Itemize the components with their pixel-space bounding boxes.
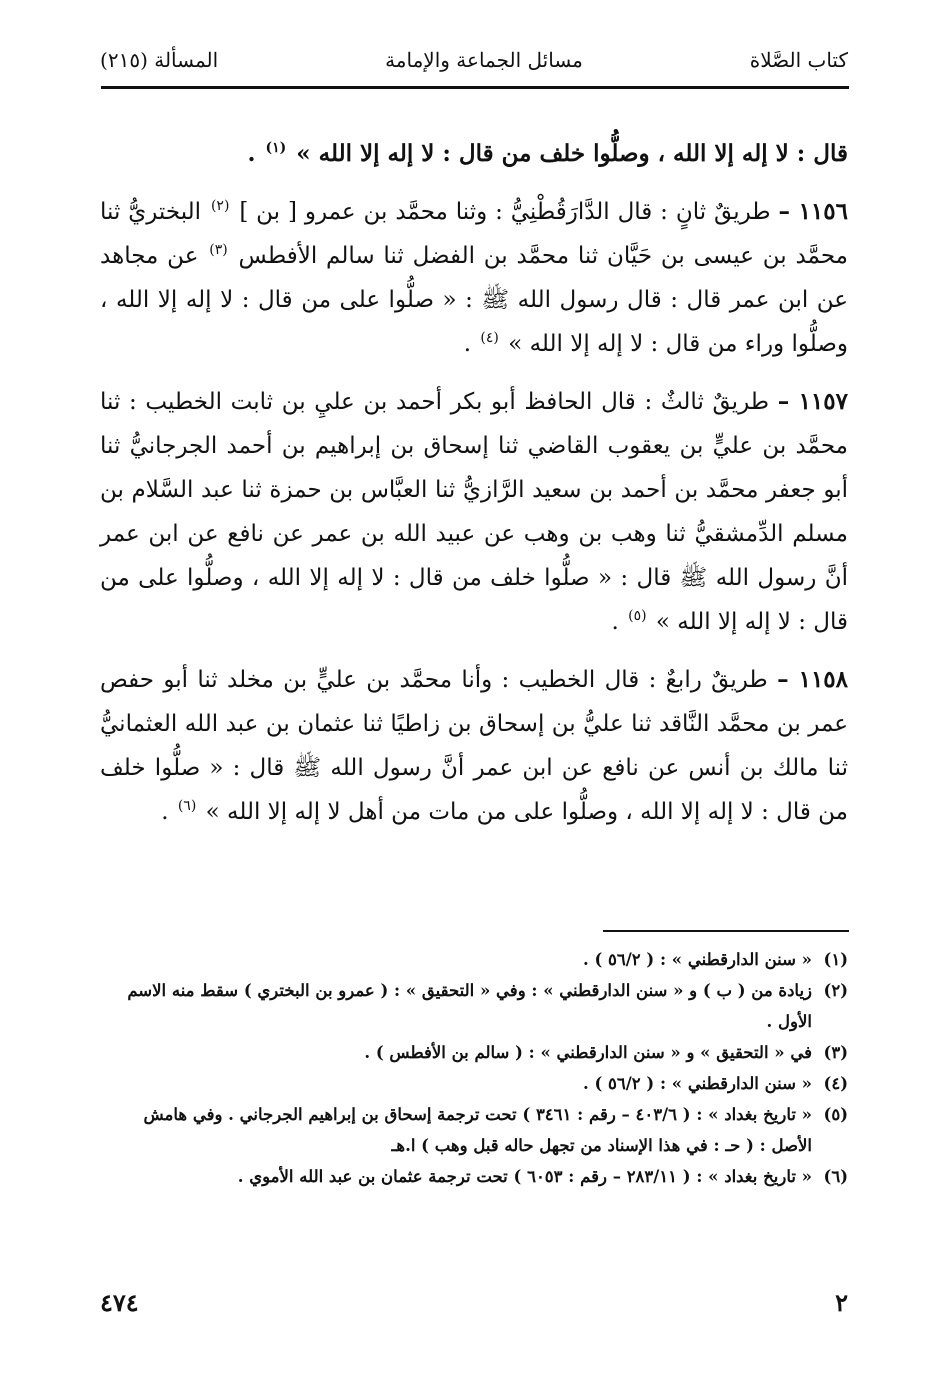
footnotes [100,944,848,1192]
issue-number: المسألة (٢١٥) [100,48,219,72]
paragraph-1158-text: طريقٌ رابعٌ : قال الخطيب : وأنا محمَّد بن عليٍّ بن مخلد ثنا أبو حفص عمر بن محمَّد النَّاقد ثنا عليُّ بن إسحاق بن زاطيًا ثنا عثمان بن عبد الله العثمانيُّ ثنا مالك بن أنس عن نافع عن ابن عمر أنَّ رسول الله ﷺ قال : « صلُّوا خلف من قال : لا إله إلا الله ، وصلُّوا على من مات من أهل لا إله إلا الله » [100,667,848,825]
footnote-ref-1[interactable]: (١) [265,140,287,157]
footnote-ref-5[interactable]: (٥) [628,608,647,625]
header-rule [101,86,849,89]
footnote-text: في « التحقيق » و « سنن الدارقطني » : ( سالم بن الأفطس ) . [364,1043,812,1062]
footnote-marker: (٥) [823,1105,848,1124]
page-number: ٤٧٤ [100,1288,139,1317]
paragraph-1156-text-3: عن مجاهد عن ابن عمر قال : قال رسول الله ﷺ : « صلُّوا على من قال : لا إله إلا الله ، وصلُّوا وراء من قال : لا إله إلا الله » [100,243,848,357]
footnote-5 [100,1099,848,1161]
footnote-marker: (٤) [823,1074,848,1093]
hadith-number-1157: ١١٥٧ – [777,388,848,415]
paragraph-1158 [100,658,848,834]
paragraph-1 [100,132,848,176]
paragraph-1-text: قال : لا إله إلا الله ، وصلُّوا خلف من قال : لا إله إلا الله » [296,140,848,167]
footnote-4 [100,1068,848,1099]
footnote-ref-4[interactable]: (٤) [480,330,499,347]
footnote-marker: (١) [823,950,848,969]
footnotes-rule [603,930,849,932]
paragraph-1156-text-2: البختريُّ ثنا محمَّد بن عيسى بن حَيَّان ثنا محمَّد بن الفضل ثنا سالم الأفطس [100,199,849,269]
footnote-2 [100,975,848,1037]
paragraph-1-tail: . [247,140,264,167]
footnote-text: « تاريخ بغداد » : ( ٢٨٣/١١ – رقم : ٦٠٥٣ ) تحت ترجمة عثمان بن عبد الله الأموي . [237,1167,812,1186]
paragraph-1157-text: طريقٌ ثالثٌ : قال الحافظ أبو بكر أحمد بن عليِ بن ثابت الخطيب : ثنا محمَّد بن عليٍّ بن يعقوب القاضي ثنا إسحاق بن إبراهيم بن أحمد الجرجانيُّ ثنا أبو جعفر محمَّد بن أحمد بن سعيد الرَّازيُّ ثنا العبَّاس بن حمزة ثنا عبد السَّلام بن مسلم الدِّمشقيُّ ثنا وهب بن وهب عن عبيد الله بن عمر عن نافع عن ابن عمر أنَّ رسول الله ﷺ قال : « صلُّوا خلف من قال : لا إله إلا الله ، وصلُّوا على من قال : لا إله إلا الله » [100,389,848,635]
chapter-title: مسائل الجماعة والإمامة [385,48,583,72]
paragraph-1156-text: طريقٌ ثانٍ : قال الدَّارَقُطْنِيُّ : وثنا محمَّد بن عمرو [ بن ] [239,199,771,225]
footnote-marker: (٦) [823,1167,848,1186]
footnote-ref-6[interactable]: (٦) [177,798,197,815]
footnote-ref-2[interactable]: (٢) [210,198,230,215]
footnote-text: زيادة من ( ب ) و « سنن الدارقطني » : وفي « التحقيق » : ( عمرو بن البختري ) سقط منه الاسم الأول . [127,981,812,1031]
paragraph-1157 [100,380,848,644]
footnote-marker: (٢) [823,981,848,1000]
hadith-number-1158: ١١٥٨ – [777,666,849,693]
hadith-number-1156: ١١٥٦ – [778,198,848,225]
page-footer [100,1288,848,1317]
paragraph-1157-tail: . [611,609,627,635]
volume-number: ٢ [835,1288,848,1317]
main-text [100,132,848,834]
paragraph-1156-tail: . [463,331,479,357]
footnote-ref-3[interactable]: (٣) [209,242,228,259]
running-head [100,40,848,80]
book-title: كتاب الصَّلاة [749,48,848,72]
footnote-1 [100,944,848,975]
footnote-text: « سنن الدارقطني » : ( ٥٦/٢ ) . [582,950,812,969]
paragraph-1156 [100,190,848,366]
footnote-marker: (٣) [823,1043,848,1062]
footnote-text: « سنن الدارقطني » : ( ٥٦/٢ ) . [582,1074,812,1093]
footnote-text: « تاريخ بغداد » : ( ٤٠٣/٦ – رقم : ٣٤٦١ ) تحت ترجمة إسحاق بن إبراهيم الجرجاني . وفي هامش الأصل : ( حـ : في هذا الإسناد من تجهل حاله قبل وهب ) ا.هـ [143,1105,812,1155]
footnote-6 [100,1161,848,1192]
footnote-3 [100,1037,848,1068]
paragraph-1158-tail: . [161,799,176,825]
